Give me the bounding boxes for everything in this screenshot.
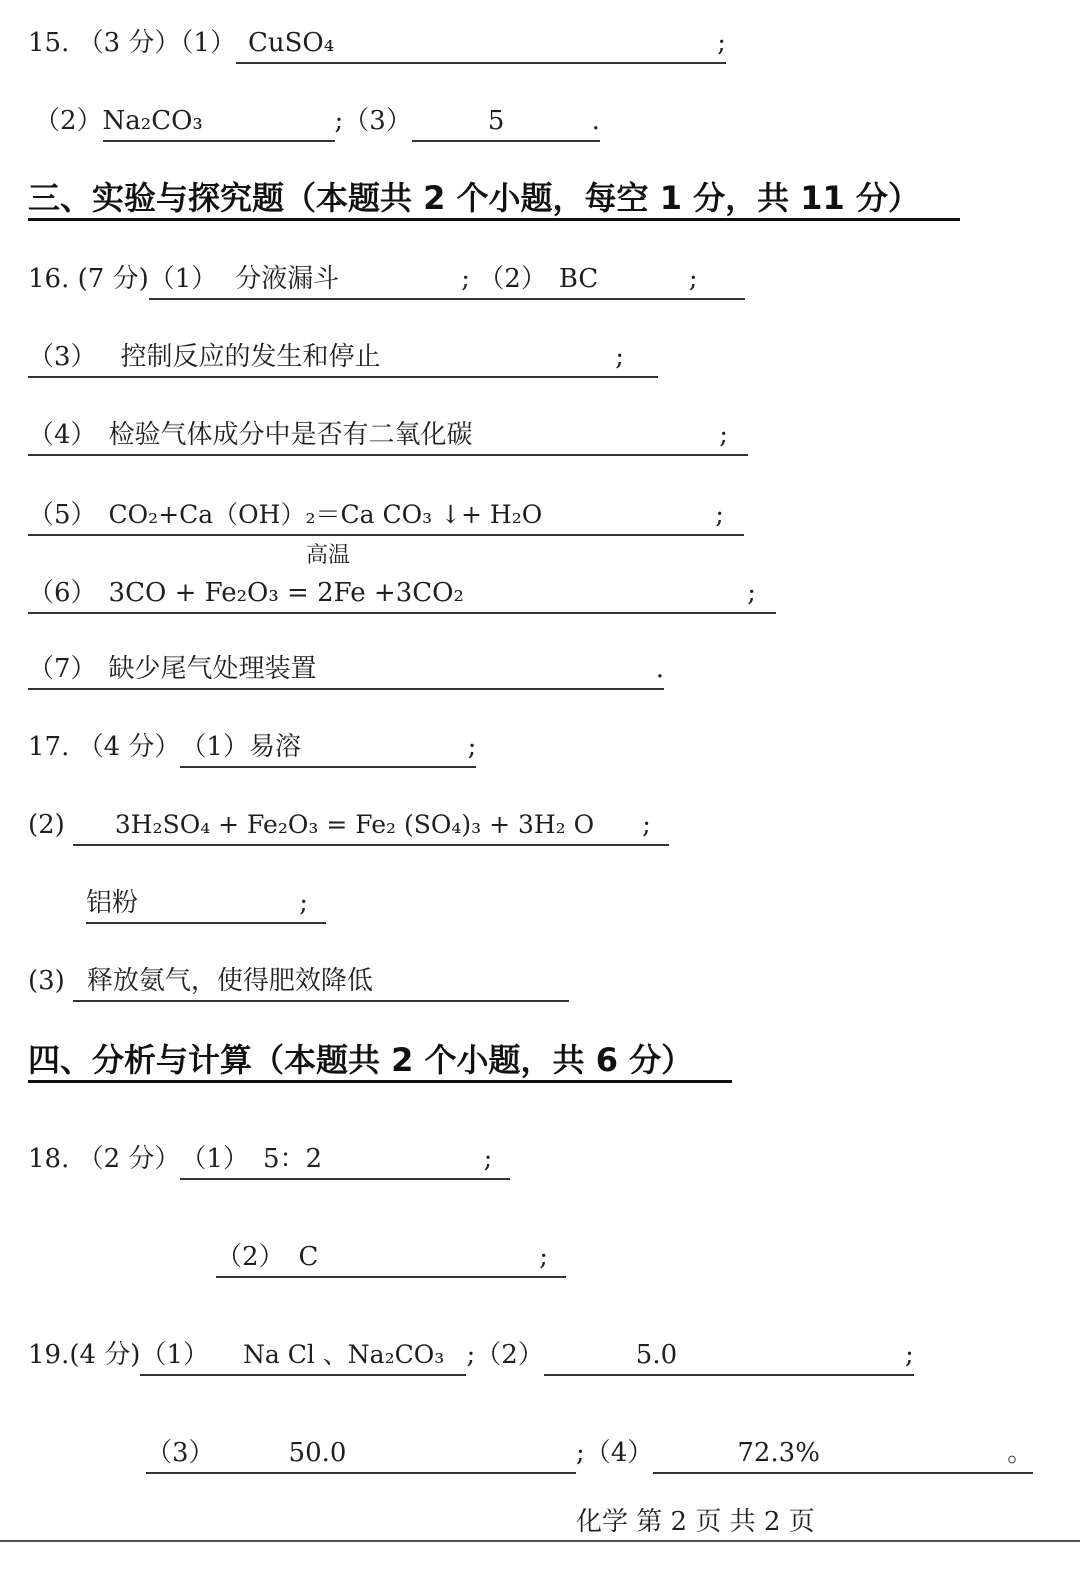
q17-line1	[28, 730, 476, 768]
q15-line2	[34, 104, 600, 142]
q16-answer6: 3CO + Fe₂O₃ = 2Fe +3CO₂	[108, 578, 464, 608]
q17-answer1: 易溶	[248, 732, 301, 762]
q18-line1	[28, 1142, 510, 1180]
q16-answer7: 缺少尾气处理装置	[108, 654, 317, 684]
section-3-heading: 三、实验与探究题（本题共 2 个小题，每空 1 分，共 11 分）	[28, 178, 960, 221]
q16-answer6-end: ;	[747, 578, 756, 608]
q19-line1	[28, 1338, 914, 1376]
q17-answer3: 释放氨气，使得肥效降低	[86, 966, 373, 996]
q16-answer5: CO₂+Ca（OH）₂＝Ca CO₃ ↓+ H₂O	[108, 500, 543, 529]
q16-answer5-blank	[28, 498, 744, 536]
q18-prefix: 18. （2 分）	[28, 1144, 181, 1174]
q17-answer1-blank	[180, 730, 476, 768]
q15-prefix: 15. （3 分）（1）	[28, 28, 236, 58]
q16-answer2: BC	[558, 264, 599, 294]
q18-answer2: C	[298, 1242, 319, 1272]
q16-part6-label: （6）	[28, 578, 97, 608]
q16-answer4: 检验气体成分中是否有二氧化碳	[108, 420, 473, 450]
page-footer: 化学 第 2 页 共 2 页	[576, 1507, 815, 1537]
q17-answer3-blank	[73, 964, 569, 1002]
q19-line2	[146, 1436, 1033, 1474]
q17-answer2b: 铝粉	[86, 888, 139, 918]
q16-answer1: 分液漏斗	[235, 264, 340, 294]
section-4-heading: 四、分析与计算（本题共 2 个小题，共 6 分）	[28, 1040, 732, 1083]
q16-part4-label: （4）	[28, 420, 97, 450]
q16-line5	[28, 498, 744, 536]
q16-part1-label: （1）	[148, 264, 218, 294]
q15-answer2-blank	[103, 104, 335, 142]
q16-line4	[28, 418, 748, 456]
q19-answer4-end: 。	[1007, 1438, 1034, 1468]
q17-line2	[28, 808, 669, 846]
q16-answer4-end: ;	[719, 420, 728, 450]
q19-answer3: 50.0	[288, 1438, 347, 1468]
q15-answer3-blank	[412, 104, 600, 142]
q17-answer2-blank	[73, 808, 669, 846]
q19-part4-label: ;（4）	[576, 1438, 654, 1468]
q16-part5-label: （5）	[28, 500, 97, 530]
q16-answer6-blank	[28, 576, 776, 614]
q19-prefix: 19.(4 分)	[28, 1340, 141, 1370]
q16-answer3: 控制反应的发生和停止	[120, 342, 381, 372]
footer-divider	[0, 1540, 1080, 1542]
q16-line3	[28, 340, 658, 378]
q16-answers-1-2-blank	[149, 262, 745, 300]
q16-answer3-end: ;	[615, 342, 624, 372]
q19-answer4-blank	[653, 1436, 1033, 1474]
q15-part3-label: ;（3）	[334, 106, 412, 136]
q16-answer7-blank	[28, 652, 664, 690]
q18-answer2-end: ;	[539, 1242, 548, 1272]
q16-answer5-end: ;	[715, 500, 724, 530]
q16-answer4-blank	[28, 418, 748, 456]
q16-line7	[28, 652, 664, 690]
q15-answer1: CuSO₄	[247, 28, 335, 58]
q16-part3-label: （3）	[28, 342, 97, 372]
q17-answer2-end: ;	[642, 810, 651, 840]
q18-answer2-blank	[216, 1240, 566, 1278]
q15-answer1-end: ;	[717, 28, 726, 58]
q17-line3	[28, 964, 569, 1002]
q18-part2-label: （2）	[216, 1242, 285, 1272]
q16-part2-label: ; （2）	[461, 264, 547, 294]
q16-line6	[28, 576, 776, 614]
q16-prefix: 16. (7 分)	[28, 264, 149, 294]
q15-answer3: 5	[487, 106, 505, 136]
q16-condition-high-temp: 高温	[306, 543, 351, 568]
q17-answer1-end: ;	[467, 732, 477, 762]
q17-part1-label: （1）	[180, 732, 249, 762]
q15-part2-label: （2）	[34, 106, 103, 136]
q19-answer3-blank	[146, 1436, 576, 1474]
q16-answer2-end: ;	[688, 264, 698, 294]
q18-line2	[216, 1240, 566, 1278]
q16-answer3-blank	[28, 340, 658, 378]
q17-line2b	[86, 886, 326, 924]
q19-part3-label: （3）	[146, 1438, 215, 1468]
q19-part2-label: ;（2）	[466, 1340, 544, 1370]
q18-answer1: 5：2	[262, 1144, 323, 1174]
q18-part1-label: （1）	[180, 1144, 249, 1174]
q16-part7-label: （7）	[28, 654, 97, 684]
q17-answer2b-end: ;	[299, 888, 308, 918]
q19-answer4: 72.3%	[737, 1438, 820, 1468]
q17-prefix: 17. （4 分）	[28, 732, 181, 762]
q17-answer2: 3H₂SO₄ + Fe₂O₃ = Fe₂ (SO₄)₃ + 3H₂ O	[114, 810, 595, 839]
q19-answer1: Na Cl 、Na₂CO₃	[243, 1340, 445, 1369]
q17-part3-label: (3)	[28, 966, 65, 996]
q18-answer1-end: ;	[483, 1144, 493, 1174]
q17-part2-label: (2)	[28, 810, 65, 840]
q15-line1	[28, 26, 726, 64]
q15-answer1-blank	[236, 26, 726, 64]
q15-answer2: Na₂CO₃	[102, 106, 203, 136]
q16-line1	[28, 262, 745, 300]
q19-answer2-end: ;	[905, 1340, 914, 1370]
q19-answer1-blank	[140, 1338, 466, 1376]
q16-answer7-end: .	[655, 654, 664, 684]
q17-answer2b-blank	[86, 886, 326, 924]
q19-part1-label: （1）	[140, 1340, 209, 1370]
q19-answer2: 5.0	[635, 1340, 678, 1370]
q18-answer1-blank	[180, 1142, 510, 1180]
q15-answer3-end: .	[591, 106, 600, 136]
q19-answer2-blank	[544, 1338, 914, 1376]
